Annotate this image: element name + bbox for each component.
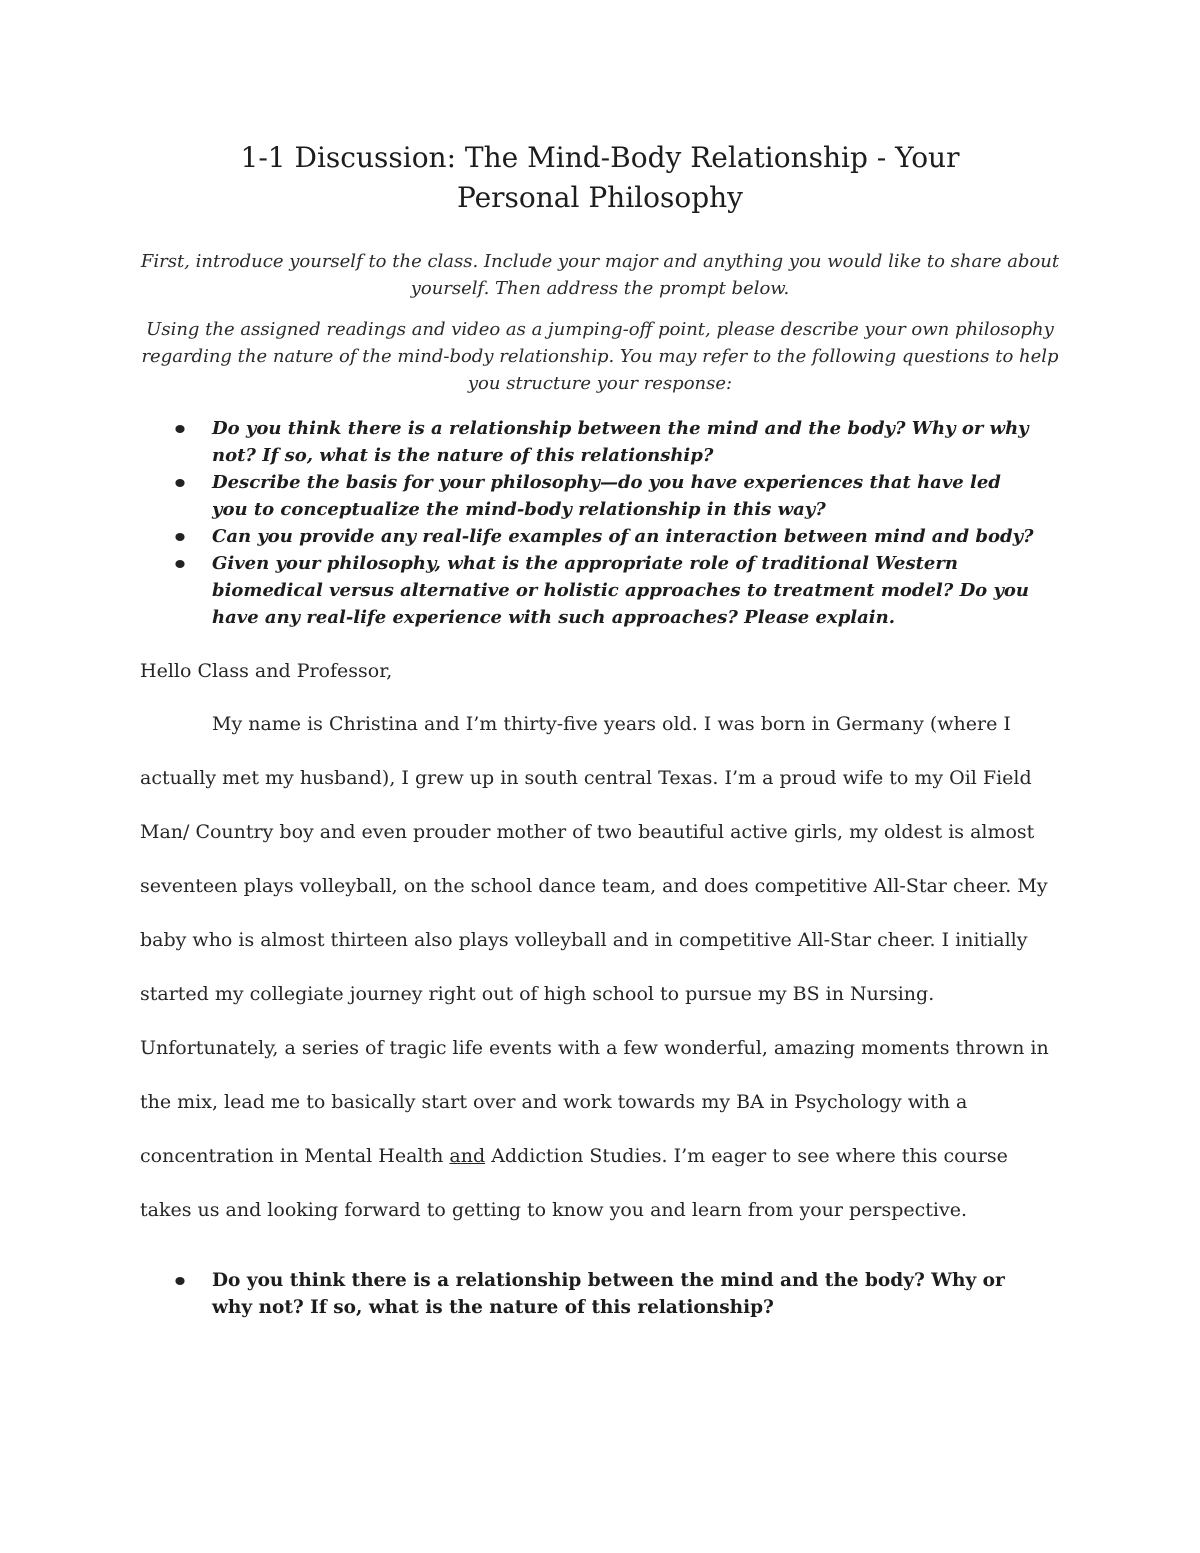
list-item: [140, 523, 1060, 550]
question-text: Given your philosophy, what is the appropriate role of traditional Western biomedical versus alternative or holistic approaches to treatment model? Do you have any real-life experience with such approaches? Please explain.: [212, 553, 1030, 628]
response-text-end: Addiction Studies. I’m eager to see where this course takes us and looking forward to getting to know you and learn from your perspective.: [140, 1145, 1008, 1221]
prompt-paragraph: Using the assigned readings and video as a jumping-off point, please describe your own philosophy regarding the nature of the mind-body relationship. You may refer to the following questions to help you structure your response:: [141, 319, 1059, 394]
bullet-icon: [175, 425, 184, 433]
list-item: [140, 550, 1060, 631]
list-item: [140, 469, 1060, 523]
prompt-questions-list: [140, 415, 1060, 631]
answer-questions-list: [140, 1267, 1060, 1321]
question-text: Do you think there is a relationship between the mind and the body? Why or why not? If so, what is the nature of this relationship?: [212, 418, 1029, 466]
bullet-icon: [175, 533, 184, 541]
response-text: My name is Christina and I’m thirty-five years old. I was born in Germany (where I actually met my husband), I grew up in south central Texas. I’m a proud wife to my Oil Field Man/ Country boy and even prouder mother of two beautiful active girls, my oldest is almost seventeen plays volleyball, on the school dance team, and does competitive All-Star cheer. My baby who is almost thirteen also plays volleyball and in competitive All-Star cheer. I initially started my collegiate journey right out of high school to pursue my BS in Nursing. Unfortunately, a series of tragic life events with a few wonderful, amazing moments thrown in the mix, lead me to basically start over and work towards my BA in Psychology with a concentration in Mental Health: [140, 713, 1049, 1167]
answer-heading: Do you think there is a relationship between the mind and the body? Why or why not? If so, what is the nature of this relationship?: [212, 1270, 1005, 1318]
underlined-word: and: [449, 1145, 486, 1167]
question-text: Can you provide any real-life examples of an interaction between mind and body?: [212, 526, 1034, 547]
question-text: Describe the basis for your philosophy—do you have experiences that have led you to conceptualize the mind-body relationship in this way?: [212, 472, 1001, 520]
document-page: [140, 138, 1060, 1321]
list-item: [140, 415, 1060, 469]
bullet-icon: [175, 560, 184, 568]
list-item: [140, 1267, 1060, 1321]
response-paragraph: [140, 697, 1060, 1237]
document-title: 1-1 Discussion: The Mind-Body Relationship - Your Personal Philosophy: [240, 141, 960, 214]
intro-paragraph: First, introduce yourself to the class. Include your major and anything you would like to share about yourself. Then address the prompt below.: [140, 251, 1060, 299]
bullet-icon: [175, 1277, 184, 1285]
greeting: Hello Class and Professor,: [140, 660, 393, 682]
bullet-icon: [175, 479, 184, 487]
